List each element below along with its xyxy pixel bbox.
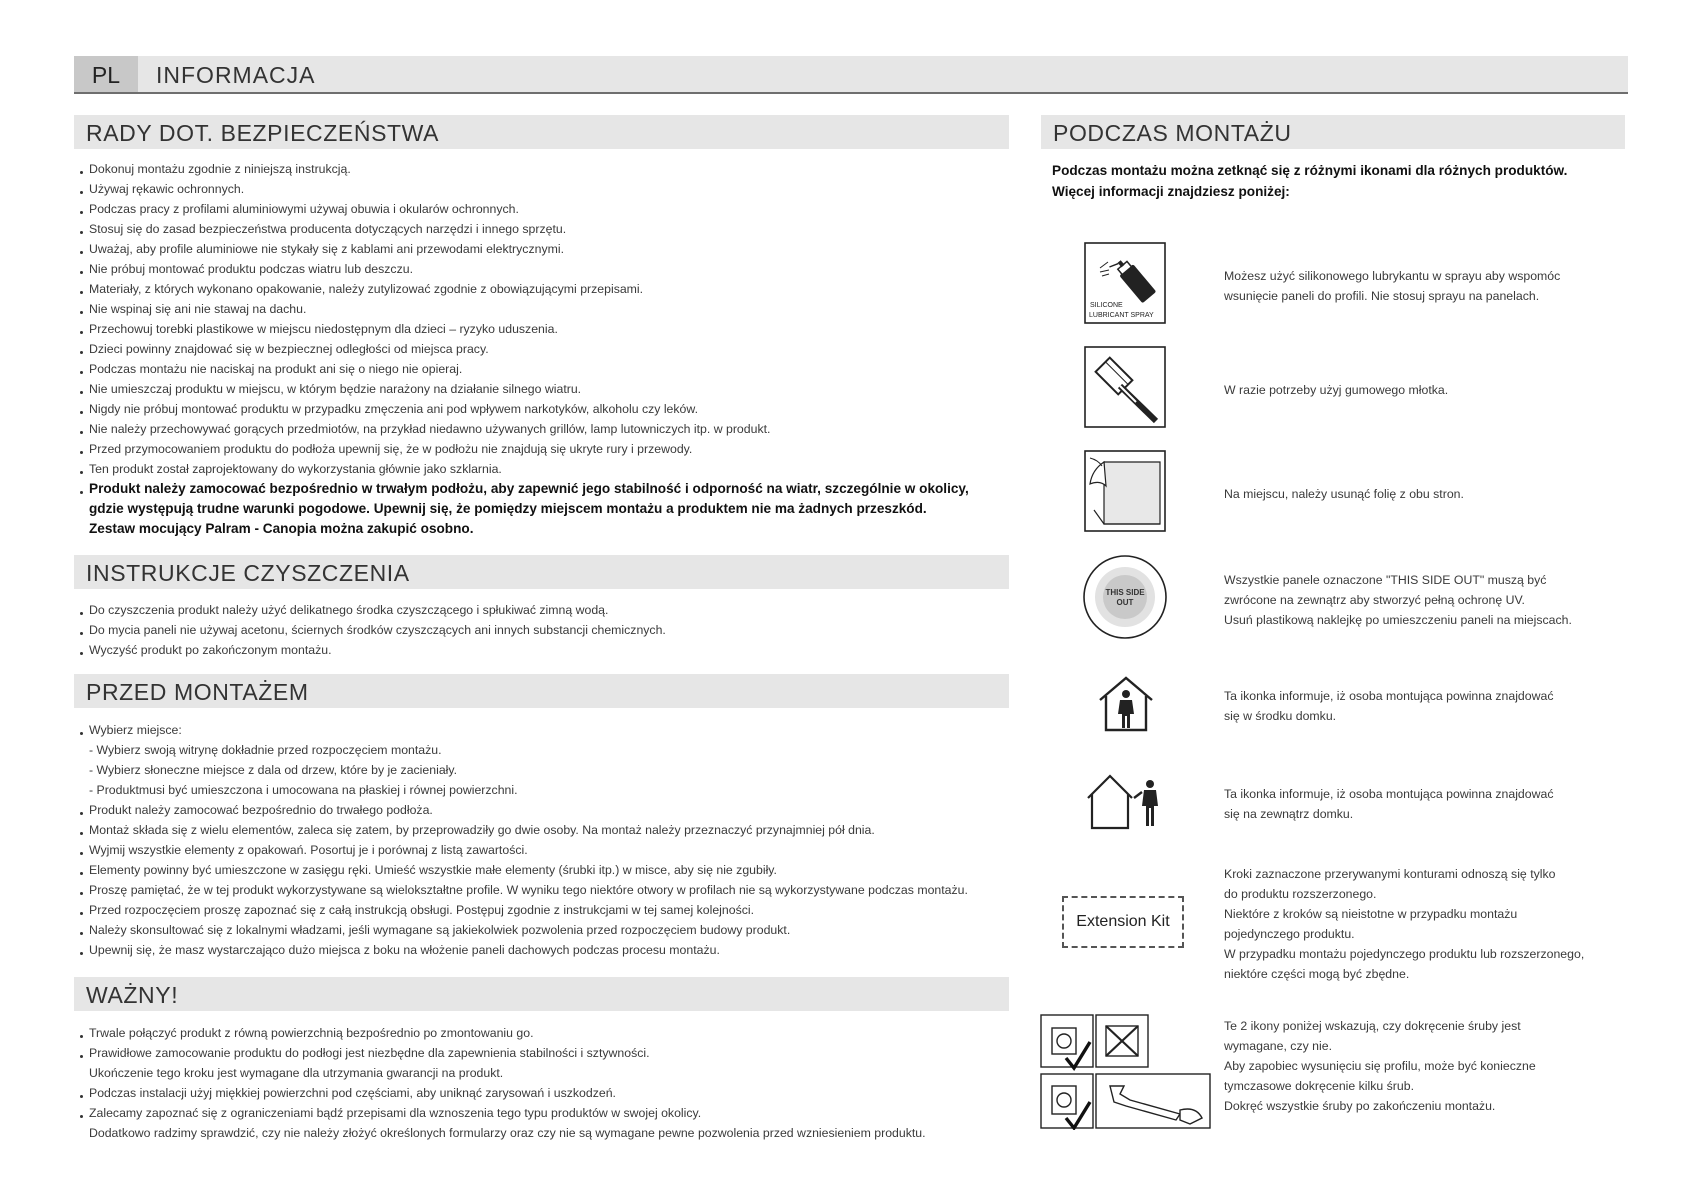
list-item: Stosuj się do zasad bezpieczeństwa producenta dotyczących narzędzi i innego sprzętu. xyxy=(80,219,1010,239)
side-out-label-1: THIS SIDE xyxy=(1105,588,1145,597)
mallet-description: W razie potrzeby użyj gumowego młotka. xyxy=(1224,383,1449,397)
list-item: Nie należy przechowywać gorących przedmiotów, na przykład niedawno używanych grillów, lamp lutowniczych itp. w produkt. xyxy=(80,419,1010,439)
list-item: Elementy powinny być umieszczone w zasięgu ręki. Umieść wszystkie małe elementy (śrubki itp.) w misce, aby się nie zgubiły. xyxy=(80,860,1010,880)
list-item: Wybierz miejsce: xyxy=(80,720,1010,740)
list-item: Wyczyść produkt po zakończonym montażu. xyxy=(80,640,1010,660)
this-side-out-icon xyxy=(1082,554,1168,640)
list-item: Używaj rękawic ochronnych. xyxy=(80,179,1010,199)
list-item: Zalecamy zapoznać się z ograniczeniami bądź przepisami dla wznoszenia tego typu produktów w swojej okolicy. xyxy=(80,1103,1010,1123)
list-item: Trwale połączyć produkt z równą powierzchnią bezpośrednio po zmontowaniu go. xyxy=(80,1023,1010,1043)
list-item: Należy skonsultować się z lokalnymi władzami, jeśli wymagane są jakiekolwiek pozwolenia przed rozpoczęciem budowy produkt. xyxy=(80,920,1010,940)
list-item: Podczas instalacji użyj miękkiej powierzchni pod częściami, aby uniknąć zarysowań i uszkodzeń. xyxy=(80,1083,1010,1103)
list-item-continuation: Ukończenie tego kroku jest wymagane dla utrzymania gwarancji na produkt. xyxy=(89,1066,504,1080)
spray-label-1: SILICONE xyxy=(1090,302,1123,309)
list-item: Nigdy nie próbuj montować produktu w przypadku zmęczenia ani pod wpływem narkotyków, alkoholu czy leków. xyxy=(80,399,1010,419)
list-item-bold: gdzie występują trudne warunki pogodowe. Upewnij się, że pomiędzy miejscem montażu a produktem nie ma żadnych przeszkód. xyxy=(89,501,927,516)
list-item-bold: Zestaw mocujący Palram - Canopia można zakupić osobno. xyxy=(89,521,474,536)
before-list xyxy=(80,720,1010,960)
list-item: Dzieci powinny znajdować się w bezpiecznej odległości od miejsca pracy. xyxy=(80,339,1010,359)
list-item: Produkt należy zamocować bezpośrednio do trwałego podłoża. xyxy=(80,800,1010,820)
list-item: Podczas montażu nie naciskaj na produkt ani się o niego nie opieraj. xyxy=(80,359,1010,379)
list-item: Upewnij się, że masz wystarczająco dużo miejsca z boku na włożenie paneli dachowych podczas procesu montażu. xyxy=(80,940,1010,960)
list-item-bold: Produkt należy zamocować bezpośrednio w trwałym podłożu, aby zapewnić jego stabilność i odporność na wiatr, szczególnie w okolicy, xyxy=(80,479,1010,499)
list-item: Nie umieszczaj produktu w miejscu, w którym będzie narażony na działanie silnego wiatru. xyxy=(80,379,1010,399)
list-subitem: - Wybierz swoją witrynę dokładnie przed rozpoczęciem montażu. xyxy=(89,743,442,757)
list-item: Wyjmij wszystkie elementy z opakowań. Posortuj je i porównaj z listą zawartości. xyxy=(80,840,1010,860)
screw-tightening-icon xyxy=(1040,1014,1212,1130)
page-title: INFORMACJA xyxy=(156,62,316,88)
inside-description: Ta ikonka informuje, iż osoba montująca powinna znajdować się w środku domku. xyxy=(1224,689,1554,723)
safety-list xyxy=(80,159,1010,539)
rubber-mallet-icon xyxy=(1084,346,1166,428)
list-item: Do czyszczenia produkt należy użyć delikatnego środka czyszczącego i spłukiwać zimną wodą. xyxy=(80,600,1010,620)
language-code: PL xyxy=(74,56,138,92)
person-outside-house-icon xyxy=(1084,770,1166,832)
list-item: Dokonuj montażu zgodnie z niniejszą instrukcją. xyxy=(80,159,1010,179)
list-item: Nie próbuj montować produktu podczas wiatru lub deszczu. xyxy=(80,259,1010,279)
list-item: Do mycia paneli nie używaj acetonu, ściernych środków czyszczących ani innych substancji chemicznych. xyxy=(80,620,1010,640)
section-title-important: WAŻNY! xyxy=(74,977,1009,1011)
section-title-before: PRZED MONTAŻEM xyxy=(74,674,1009,708)
section-title-safety: RADY DOT. BEZPIECZEŃSTWA xyxy=(74,115,1009,149)
list-item: Proszę pamiętać, że w tej produkt wykorzystywane są wielokształtne profile. W wyniku tego niektóre otwory w profilach nie są wykorzystywane podczas montażu. xyxy=(80,880,1010,900)
cleaning-list xyxy=(80,600,1010,660)
during-intro: Podczas montażu można zetknąć się z różnymi ikonami dla różnych produktów. Więcej informacji znajdziesz poniżej: xyxy=(1052,163,1568,199)
peel-film-description: Na miejscu, należy usunąć folię z obu stron. xyxy=(1224,487,1464,501)
page-header xyxy=(74,56,1628,94)
list-item: Przed przymocowaniem produktu do podłoża upewnij się, że w podłożu nie znajdują się ukryte rury i przewody. xyxy=(80,439,1010,459)
list-item: Przed rozpoczęciem proszę zapoznać się z całą instrukcją obsługi. Postępuj zgodnie z instrukcjami w tej samej kolejności. xyxy=(80,900,1010,920)
extension-kit-icon: Extension Kit xyxy=(1062,896,1184,948)
section-title-cleaning: INSTRUKCJE CZYSZCZENIA xyxy=(74,555,1009,589)
section-title-during: PODCZAS MONTAŻU xyxy=(1041,115,1625,149)
important-list xyxy=(80,1023,1010,1143)
outside-description: Ta ikonka informuje, iż osoba montująca powinna znajdować się na zewnątrz domku. xyxy=(1224,787,1554,821)
list-item: Ten produkt został zaprojektowany do wykorzystania głównie jako szklarnia. xyxy=(80,459,1010,479)
screw-description: Te 2 ikony poniżej wskazują, czy dokręcenie śruby jest wymagane, czy nie. Aby zapobiec wysunięciu się profilu, może być konieczne tymczasowe dokręcenie kilku śrub. Dokręć wszystkie śruby po zakończeniu montażu. xyxy=(1224,1019,1536,1113)
extension-kit-description: Kroki zaznaczone przerywanymi konturami odnoszą się tylko do produktu rozszerzonego. Niektóre z kroków są nieistotne w przypadku montażu pojedynczego produktu. W przypadku montażu pojedynczego produktu lub rozszerzonego, niektóre części mogą być zbędne. xyxy=(1224,867,1585,981)
peel-film-icon xyxy=(1084,450,1166,532)
list-item: Przechowuj torebki plastikowe w miejscu niedostępnym dla dzieci – ryzyko uduszenia. xyxy=(80,319,1010,339)
spray-description: Możesz użyć silikonowego lubrykantu w sprayu aby wspomóc wsunięcie paneli do profili. Nie stosuj sprayu na panelach. xyxy=(1224,269,1561,303)
silicone-spray-icon xyxy=(1084,242,1166,324)
spray-label-2: LUBRICANT SPRAY xyxy=(1089,312,1154,319)
list-item: Uważaj, aby profile aluminiowe nie stykały się z kablami ani przewodami elektrycznymi. xyxy=(80,239,1010,259)
list-item: Montaż składa się z wielu elementów, zaleca się zatem, by przeprowadziły go dwie osoby. Na montaż należy przeznaczyć przynajmniej pół dnia. xyxy=(80,820,1010,840)
list-item-continuation: Dodatkowo radzimy sprawdzić, czy nie należy złożyć określonych formularzy oraz czy nie są wymagane pewne pozwolenia przed wzniesieniem produktu. xyxy=(89,1126,926,1140)
list-item: Nie wspinaj się ani nie stawaj na dachu. xyxy=(80,299,1010,319)
list-item: Materiały, z których wykonano opakowanie, należy zutylizować zgodnie z obowiązującymi przepisami. xyxy=(80,279,1010,299)
person-inside-house-icon xyxy=(1096,674,1156,734)
list-subitem: - Produktmusi być umieszczona i umocowana na płaskiej i równej powierzchni. xyxy=(89,783,518,797)
list-item: Prawidłowe zamocowanie produktu do podłogi jest niezbędne dla zapewnienia stabilności i sztywności. xyxy=(80,1043,1010,1063)
list-item: Podczas pracy z profilami aluminiowymi używaj obuwia i okularów ochronnych. xyxy=(80,199,1010,219)
side-out-label-2: OUT xyxy=(1116,598,1134,607)
list-subitem: - Wybierz słoneczne miejsce z dala od drzew, które by je zacieniały. xyxy=(89,763,458,777)
side-out-description: Wszystkie panele oznaczone "THIS SIDE OUT" muszą być zwrócone na zewnątrz aby stworzyć pełną ochronę UV. Usuń plastikową naklejkę po umieszczeniu paneli na miejscach. xyxy=(1224,573,1572,627)
